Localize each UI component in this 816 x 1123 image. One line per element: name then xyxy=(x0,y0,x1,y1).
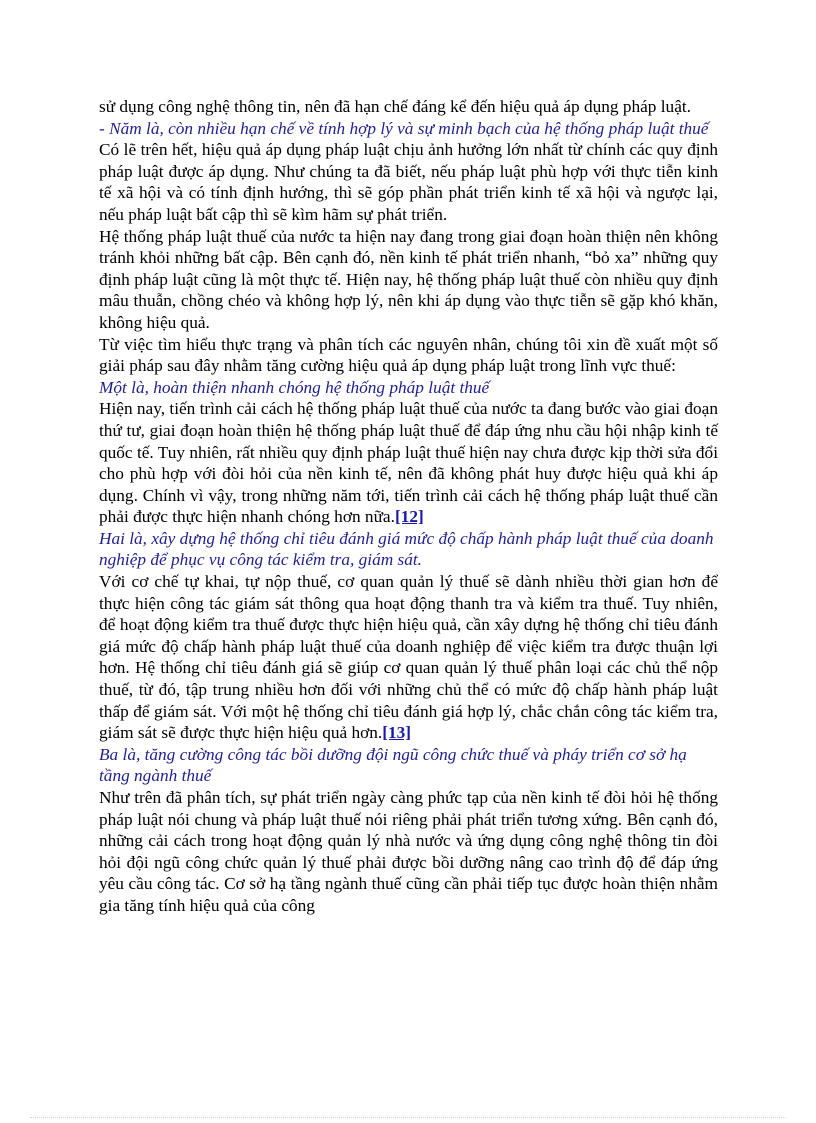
document-page xyxy=(99,96,718,917)
heading-mot-la: Một là, hoàn thiện nhanh chóng hệ thống pháp luật thuế xyxy=(99,377,490,397)
paragraph-intro: sử dụng công nghệ thông tin, nên đã hạn chế đáng kể đến hiệu quả áp dụng pháp luật. xyxy=(99,97,691,116)
paragraph-cai-cach-text: Hiện nay, tiến trình cải cách hệ thống pháp luật thuế của nước ta đang bước vào giai đoạn thứ tư, giai đoạn hoàn thiện hệ thống pháp luật thuế để đáp ứng nhu cầu hội nhập kinh tế quốc tế. Tuy nhiên, rất nhiều quy định pháp luật thuế hiện nay chưa được kịp thời sửa đổi cho phù hợp với đòi hỏi của nền kinh tế, nên đã không phát huy được hiệu quả khi áp dụng. Chính vì vậy, trong những năm tới, tiến trình cải cách hệ thống pháp luật thuế cần phải được thực hiện nhanh chóng hơn nữa. xyxy=(99,399,718,527)
heading-hai-la: Hai là, xây dựng hệ thống chỉ tiêu đánh giá mức độ chấp hành pháp luật thuế của doanh nghiệp để phục vụ công tác kiểm tra, giám sát. xyxy=(99,528,714,570)
heading-ba-la: Ba là, tăng cường công tác bồi dưỡng đội ngũ công chức thuế và pháy triển cơ sở hạ tầng ngành thuế xyxy=(99,744,687,786)
page-divider xyxy=(30,1117,786,1118)
paragraph-he-thong: Hệ thống pháp luật thuế của nước ta hiện nay đang trong giai đoạn hoàn thiện nên không tránh khỏi những bất cập. Bên cạnh đó, nền kinh tế phát triển nhanh, “bỏ xa” những quy định pháp luật cũng là một thực tế. Hiện nay, hệ thống pháp luật thuế còn nhiều quy định mâu thuẫn, chồng chéo và không hợp lý, nên khi áp dụng vào thực tiễn sẽ gặp khó khăn, không hiệu quả. xyxy=(99,226,718,332)
paragraph-cai-cach xyxy=(99,398,718,528)
reference-link-13[interactable]: [13] xyxy=(382,723,411,743)
paragraph-de-xuat: Từ việc tìm hiểu thực trạng và phân tích các nguyên nhân, chúng tôi xin đề xuất một số giải pháp sau đây nhằm tăng cường hiệu quả áp dụng pháp luật trong lĩnh vực thuế: xyxy=(99,334,718,376)
paragraph-phat-trien: Như trên đã phân tích, sự phát triển ngày càng phức tạp của nền kinh tế đòi hỏi hệ thống pháp luật nói chung và pháp luật thuế nói riêng phải phát triển tương xứng. Bên cạnh đó, những cải cách trong hoạt động quản lý nhà nước và ứng dụng công nghệ thông tin đòi hỏi đội ngũ công chức quản lý thuế phải được bồi dưỡng nâng cao trình độ để đáp ứng yêu cầu công tác. Cơ sở hạ tầng ngành thuế cũng cần phải tiếp tục được hoàn thiện nhằm gia tăng tính hiệu quả của công xyxy=(99,788,718,915)
heading-nam-la: - Năm là, còn nhiều hạn chế về tính hợp lý và sự minh bạch của hệ thống pháp luật thuế xyxy=(99,118,709,138)
paragraph-tu-khai-text: Với cơ chế tự khai, tự nộp thuế, cơ quan quản lý thuế sẽ dành nhiều thời gian hơn để thực hiện công tác giám sát thông qua hoạt động thanh tra và kiểm tra thuế. Tuy nhiên, để hoạt động kiểm tra thuế được thực hiện hiệu quả, cần xây dựng hệ thống chỉ tiêu đánh giá mức độ chấp hành pháp luật thuế của doanh nghiệp để việc kiểm tra được thuận lợi hơn. Hệ thống chỉ tiêu đánh giá sẽ giúp cơ quan quản lý thuế phân loại các chủ thể nộp thuế, từ đó, tập trung nhiều hơn đối với những chủ thể có mức độ chấp hành pháp luật thấp để giám sát. Với một hệ thống chỉ tiêu đánh giá hợp lý, chắc chắn công tác kiểm tra, giám sát sẽ được thực hiện hiệu quả hơn. xyxy=(99,572,718,743)
paragraph-hieu-qua: Có lẽ trên hết, hiệu quả áp dụng pháp luật chịu ảnh hưởng lớn nhất từ chính các quy định pháp luật được áp dụng. Như chúng ta đã biết, nếu pháp luật phù hợp với thực tiễn kinh tế xã hội và có tính định hướng, thì sẽ góp phần phát triển kinh tế xã hội và ngược lại, nếu pháp luật bất cập thì sẽ kìm hãm sự phát triển. xyxy=(99,140,718,224)
paragraph-tu-khai xyxy=(99,571,718,744)
reference-link-12[interactable]: [12] xyxy=(394,507,424,527)
